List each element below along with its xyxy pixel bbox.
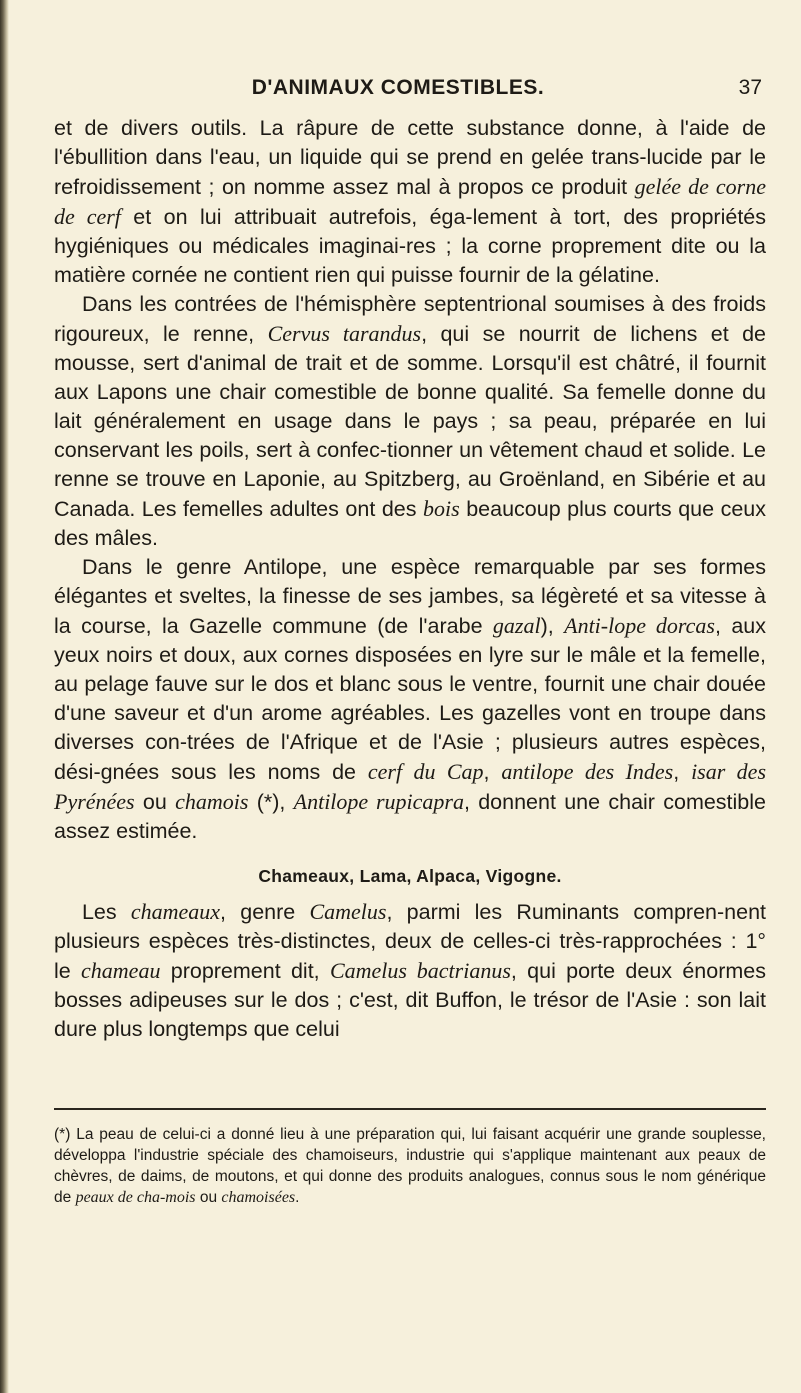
paragraph-renne: Dans les contrées de l'hémisphère septentrional soumises à des froids rigoureux, le renne, Cervus tarandus, qui se nourrit de lichens et de mousse, sert d'animal de trait et de somme. Lorsqu'il est châtré, il fournit aux Lapons une chair comestible de bonne qualité. Sa femelle donne du lait généralement en usage dans le pays ; sa peau, préparée en lui conservant les poils, sert à confec-tionner un vêtement chaud et solide. Le renne se trouve en Laponie, au Spitzberg, au Groënland, en Sibérie et au Canada. Les femelles adultes ont des bois beaucoup plus courts que ceux des mâles. [54, 292, 767, 550]
footnote [54, 1124, 766, 1208]
book-page [30, 0, 766, 1393]
paragraph-gelee-corne: et de divers outils. La râpure de cette substance donne, à l'aide de l'ébullition dans l'eau, un liquide qui se prend en gelée trans-lucide par le refroidissement ; on nomme assez mal à propos ce produit gelée de corne de cerf et on lui attribuait autrefois, éga-lement à tort, des propriétés hygiéniques ou médicales imaginai-res ; la corne proprement dite ou la matière cornée ne contient rien qui puisse fournir de la gélatine. [54, 116, 766, 287]
page-header [30, 76, 766, 106]
paragraph-chameaux: Les chameaux, genre Camelus, parmi les Ruminants compren-nent plusieurs espèces très-distinctes, deux de celles-ci très-rapprochées : 1° le chameau proprement dit, Camelus bactrianus, qui porte deux énormes bosses adipeuses sur le dos ; c'est, dit Buffon, le trésor de l'Asie : son lait dure plus longtemps que celui [54, 899, 767, 1041]
book-binding-shadow [0, 0, 9, 1393]
body-text [54, 114, 766, 1044]
running-title: D'ANIMAUX COMESTIBLES. [251, 76, 545, 99]
footnote-divider [54, 1108, 766, 1110]
paragraph-antilope: Dans le genre Antilope, une espèce remarquable par ses formes élégantes et sveltes, la finesse de ses jambes, sa légèreté et sa vitesse à la course, la Gazelle commune (de l'arabe gazal), Anti-lope dorcas, aux yeux noirs et doux, aux cornes disposées en lyre sur le mâle et la femelle, au pelage fauve sur le dos et blanc sous le ventre, fournit une chair douée d'une saveur et d'un arome agréables. Les gazelles vont en troupe dans diverses con-trées de l'Afrique et de l'Asie ; plusieurs autres espèces, dési-gnées sous les noms de cerf du Cap, antilope des Indes, isar des Pyrénées ou chamois (*), Antilope rupicapra, donnent une chair comestible assez estimée. [54, 555, 767, 843]
footnote-text: (*) La peau de celui-ci a donné lieu à une préparation qui, lui faisant acquérir une grande souplesse, développa l'industrie spéciale des chamoiseurs, industrie qui s'applique maintenant aux peaux de chèvres, de daims, de moutons, et qui donne des produits analogues, connus sous le nom générique de peaux de cha-mois ou chamoisées. [54, 1126, 766, 1206]
page-number: 37 [738, 76, 762, 99]
section-title: Chameaux, Lama, Alpaca, Vigogne. [258, 866, 562, 886]
